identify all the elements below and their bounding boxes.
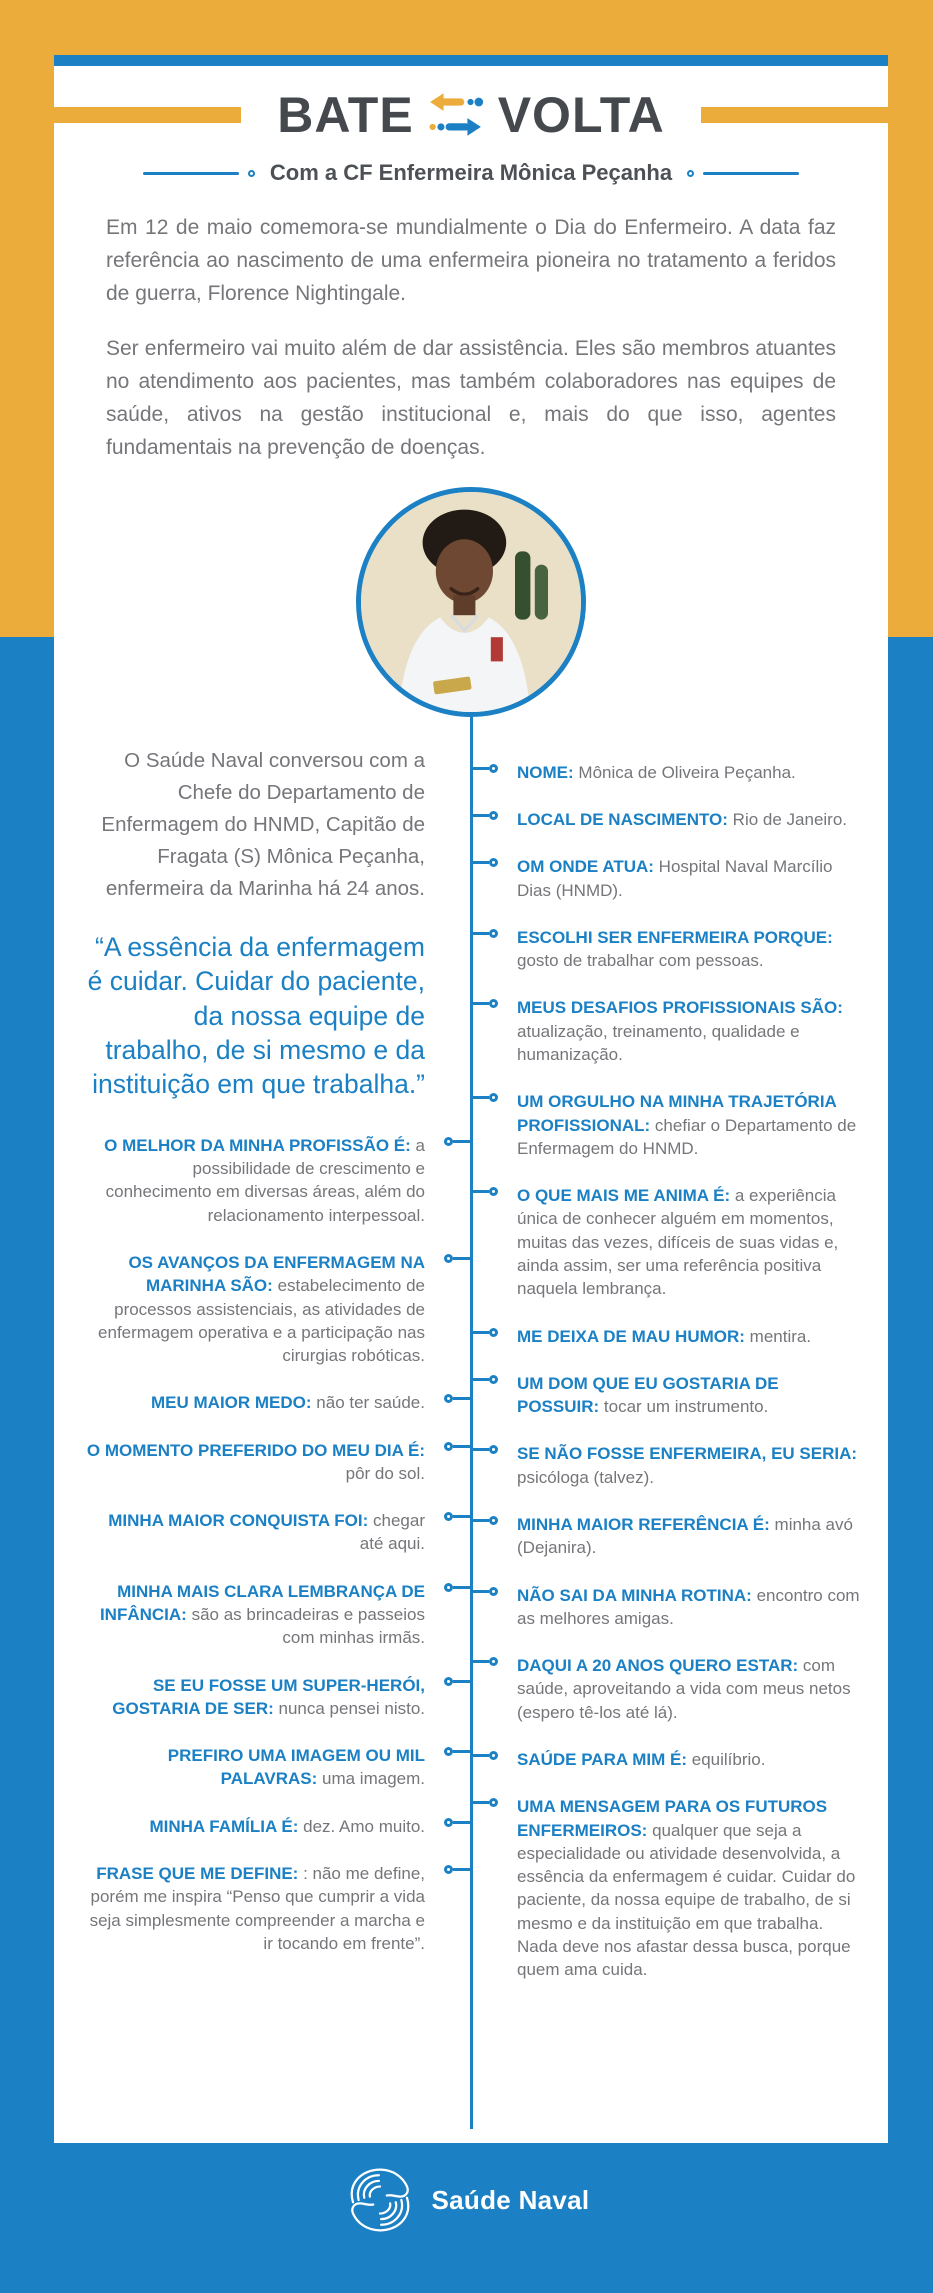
brand-name: Saúde Naval [431,2184,590,2215]
qa-label: OM ONDE ATUA: [517,857,654,877]
connector-circle-icon [489,1657,498,1666]
connector [425,1442,471,1451]
lead-text: O Saúde Naval conversou com a Chefe do Departamento de Enfermagem do HNMD, Capitão de Fragata (S) Mônica Peçanha, enfermeira da Marinha há 24 anos. [101,748,425,901]
qa-section [54,717,888,2153]
qa-answer: mentira. [749,1326,812,1346]
qa-answer: : não me define, porém me inspira “Penso que cumprir a vida seja simplesmente compreender a marcha e ir tocando em frente”. [89,1864,425,1953]
qa-column-right [471,717,888,2006]
connector [471,1445,517,1454]
connector-circle-icon [444,1137,453,1146]
connector [471,1587,517,1596]
qa-answer: equilíbrio. [691,1749,766,1769]
connector [425,1137,471,1146]
connector-tick [453,1515,471,1518]
swap-arrows-icon [428,92,484,138]
connector-tick [471,1190,489,1193]
connector-tick [453,1821,471,1824]
connector [471,929,517,938]
connector-circle-icon [489,811,498,820]
connector-circle-icon [489,1516,498,1525]
connector-circle-icon [489,929,498,938]
qa-answer: Hospital Naval Marcílio Dias (HNMD). [517,857,833,900]
connector-circle-icon [489,1751,498,1760]
page-title-left: BATE [277,87,414,143]
qa-answer: gosto de trabalhar com pessoas. [517,951,764,971]
qa-label: UM DOM QUE EU GOSTARIA DE POSSUIR: [517,1373,779,1417]
connector-circle-icon [489,1187,498,1196]
connector-tick [453,1140,471,1143]
intro-paragraph-1: Em 12 de maio comemora-se mundialmente o Dia do Enfermeiro. A data faz referência ao nascimento de uma enfermeira pioneira no tratamento a feridos de guerra, Florence Nightingale. [106,216,836,305]
qa-answer: com saúde, aproveitando a vida com meus netos (espero tê-los até lá). [517,1656,851,1722]
decor-bar-right [701,107,888,123]
qa-item [517,1795,862,1981]
title-row [54,86,888,144]
qa-item [517,1748,862,1771]
connector [471,1328,517,1337]
connector-tick [471,767,489,770]
qa-item [84,1509,425,1556]
connector [471,811,517,820]
qa-answer: psicóloga (talvez). [517,1467,655,1487]
qa-label: O MELHOR DA MINHA PROFISSÃO É: [104,1135,411,1155]
connector-circle-icon [489,1798,498,1807]
qa-label: SAÚDE PARA MIM É: [517,1749,687,1769]
subtitle-line-left [143,172,239,175]
qa-item [84,1251,425,1367]
connector-circle-icon [444,1254,453,1263]
qa-label: O QUE MAIS ME ANIMA É: [517,1186,731,1206]
connector-tick [471,932,489,935]
connector-circle-icon [444,1512,453,1521]
qa-label: MEU MAIOR MEDO: [151,1393,312,1413]
qa-answer: uma imagem. [322,1769,425,1789]
connector-tick [471,1378,489,1381]
connector [471,764,517,773]
connector-tick [453,1680,471,1683]
qa-item [517,1442,862,1489]
footer [0,2164,933,2236]
qa-item [84,1674,425,1721]
connector-circle-icon [489,999,498,1008]
connector [471,1516,517,1525]
qa-item [517,1584,862,1631]
qa-answer: a experiência única de conhecer alguém em momentos, muitas das vezes, difíceis de suas vidas e, ainda assim, ser uma referência positiva naquela lembrança. [517,1186,839,1299]
qa-answer: estabelecimento de processos assistenciais, as atividades de enfermagem operativa e a participação nas cirurgias robóticas. [98,1276,425,1366]
qa-answer: Mônica de Oliveira Peçanha. [578,762,796,782]
decor-bar-left [54,107,241,123]
connector-tick [471,1096,489,1099]
connector [471,999,517,1008]
connector-tick [471,814,489,817]
connector-circle-icon [444,1677,453,1686]
qa-answer: minha avó (Dejanira). [517,1514,853,1558]
connector [425,1394,471,1403]
connector-circle-icon [489,1328,498,1337]
qa-answer: qualquer que seja a especialidade ou atividade desenvolvida, a essência da enfermagem é cuidar. Cuidar do paciente, da nossa equipe de trabalho, de si mesmo e da instituição em que trabalha. Nada deve nos afastar dessa busca, porque quem ama cuida. [517,1820,856,1980]
qa-item [517,1325,862,1348]
connector [471,1657,517,1666]
subtitle: Com a CF Enfermeira Mônica Peçanha [269,160,673,185]
qa-item [84,1439,425,1486]
intro-paragraph-2: Ser enfermeiro vai muito além de dar assistência. Eles são membros atuantes no atendimento aos pacientes, mas também colaboradores nas equipes de saúde, ativos na gestão institucional e, mais do que isso, agentes fundamentais na prevenção de doenças. [106,336,836,459]
connector-tick [453,1445,471,1448]
connector-tick [471,1002,489,1005]
qa-answer: pôr do sol. [345,1463,425,1483]
connector [471,858,517,867]
connector [471,1798,517,1807]
portrait-wrap [54,487,888,717]
qa-item [84,1391,425,1414]
qa-item [517,1513,862,1560]
connector [425,1865,471,1874]
qa-answer: não ter saúde. [316,1393,425,1413]
qa-label: UM ORGULHO NA MINHA TRAJETÓRIA PROFISSIONAL: [517,1092,837,1135]
qa-item [517,855,862,902]
subtitle-dot-right [687,170,694,177]
qa-column-left [54,717,471,2006]
connector-tick [453,1586,471,1589]
qa-item [517,996,862,1066]
intro-section [54,186,888,465]
qa-label: MINHA MAIOR CONQUISTA FOI: [108,1511,369,1531]
connector-tick [471,861,489,864]
subtitle-row [54,160,888,186]
qa-answer: nunca pensei nisto. [278,1698,425,1718]
qa-answer: chefiar o Departamento de Enfermagem do HNMD. [517,1115,857,1158]
qa-item [517,1184,862,1300]
qa-label: LOCAL DE NASCIMENTO: [517,810,728,830]
subtitle-dot-left [248,170,255,177]
pull-quote: “A essência da enfermagem é cuidar. Cuidar do paciente, da nossa equipe de trabalho, de si mesmo e da instituição em que trabalha.” [87,931,425,1100]
connector-tick [471,1590,489,1593]
connector [425,1254,471,1263]
qa-label: NOME: [517,762,574,782]
connector-circle-icon [444,1583,453,1592]
connector-circle-icon [489,1445,498,1454]
qa-label: O MOMENTO PREFERIDO DO MEU DIA É: [86,1440,425,1460]
connector-tick [471,1660,489,1663]
connector-tick [471,1331,489,1334]
connector-tick [471,1519,489,1522]
qa-label: NÃO SAI DA MINHA ROTINA: [517,1585,752,1605]
connector-circle-icon [444,1747,453,1756]
qa-item [84,1862,425,1955]
connector-tick [471,1801,489,1804]
connector-tick [471,1754,489,1757]
connector-tick [453,1257,471,1260]
connector [425,1747,471,1756]
qa-item [517,1654,862,1724]
qa-item [84,1815,425,1838]
qa-answer: são as brincadeiras e passeios com minhas irmãs. [191,1605,425,1648]
connector [425,1512,471,1521]
subtitle-line-right [703,172,799,175]
portrait-photo [356,487,586,717]
qa-item [517,1090,862,1160]
connector [471,1751,517,1760]
connector-circle-icon [489,858,498,867]
qa-answer: encontro com as melhores amigas. [517,1585,860,1628]
qa-label: MEUS DESAFIOS PROFISSIONAIS SÃO: [517,998,843,1018]
qa-label: DAQUI A 20 ANOS QUERO ESTAR: [517,1656,799,1676]
qa-answer: a possibilidade de crescimento e conhecimento em diversas áreas, além do relacionamento interpessoal. [105,1135,425,1225]
qa-item [517,808,862,831]
connector [471,1375,517,1384]
connector [425,1818,471,1827]
connector-tick [453,1397,471,1400]
connector [471,1093,517,1102]
connector-circle-icon [444,1865,453,1874]
top-stripe [54,55,888,66]
qa-answer: tocar um instrumento. [603,1397,769,1417]
connector [425,1583,471,1592]
qa-answer: atualização, treinamento, qualidade e humanização. [517,1021,800,1065]
qa-item [517,926,862,973]
qa-label: PREFIRO UMA IMAGEM OU MIL PALAVRAS: [167,1746,425,1789]
connector-tick [453,1750,471,1753]
qa-label: SE EU FOSSE UM SUPER-HERÓI, GOSTARIA DE SER: [112,1675,425,1718]
connector-circle-icon [489,1587,498,1596]
qa-label: ME DEIXA DE MAU HUMOR: [517,1326,745,1346]
nurse-portrait-illustration [361,492,581,712]
connector-circle-icon [489,1375,498,1384]
qa-label: UMA MENSAGEM PARA OS FUTUROS ENFERMEIROS: [517,1797,828,1840]
qa-answer: chegar até aqui. [359,1511,425,1554]
connector-tick [471,1448,489,1451]
qa-label: ESCOLHI SER ENFERMEIRA PORQUE: [517,927,833,947]
content-card [54,55,888,2143]
qa-label: OS AVANÇOS DA ENFERMAGEM NA MARINHA SÃO: [128,1252,425,1296]
connector [425,1677,471,1686]
qa-label: MINHA MAIOR REFERÊNCIA É: [517,1514,770,1534]
qa-item [84,1580,425,1650]
qa-answer: dez. Amo muito. [303,1816,425,1836]
qa-label: FRASE QUE ME DEFINE: [96,1864,299,1884]
connector-circle-icon [489,764,498,773]
page-title-right: VOLTA [497,87,665,143]
qa-label: MINHA MAIS CLARA LEMBRANÇA DE INFÂNCIA: [99,1581,425,1625]
caring-hands-icon [344,2164,416,2236]
connector-circle-icon [444,1818,453,1827]
qa-label: MINHA FAMÍLIA É: [149,1816,299,1836]
qa-answer: Rio de Janeiro. [732,810,848,830]
connector-circle-icon [444,1442,453,1451]
connector [471,1187,517,1196]
qa-item [517,1372,862,1419]
connector-circle-icon [444,1394,453,1403]
connector-tick [453,1868,471,1871]
qa-item [517,761,862,784]
connector-circle-icon [489,1093,498,1102]
qa-item [84,1134,425,1227]
qa-label: SE NÃO FOSSE ENFERMEIRA, EU SERIA: [517,1444,858,1464]
qa-item [84,1744,425,1791]
